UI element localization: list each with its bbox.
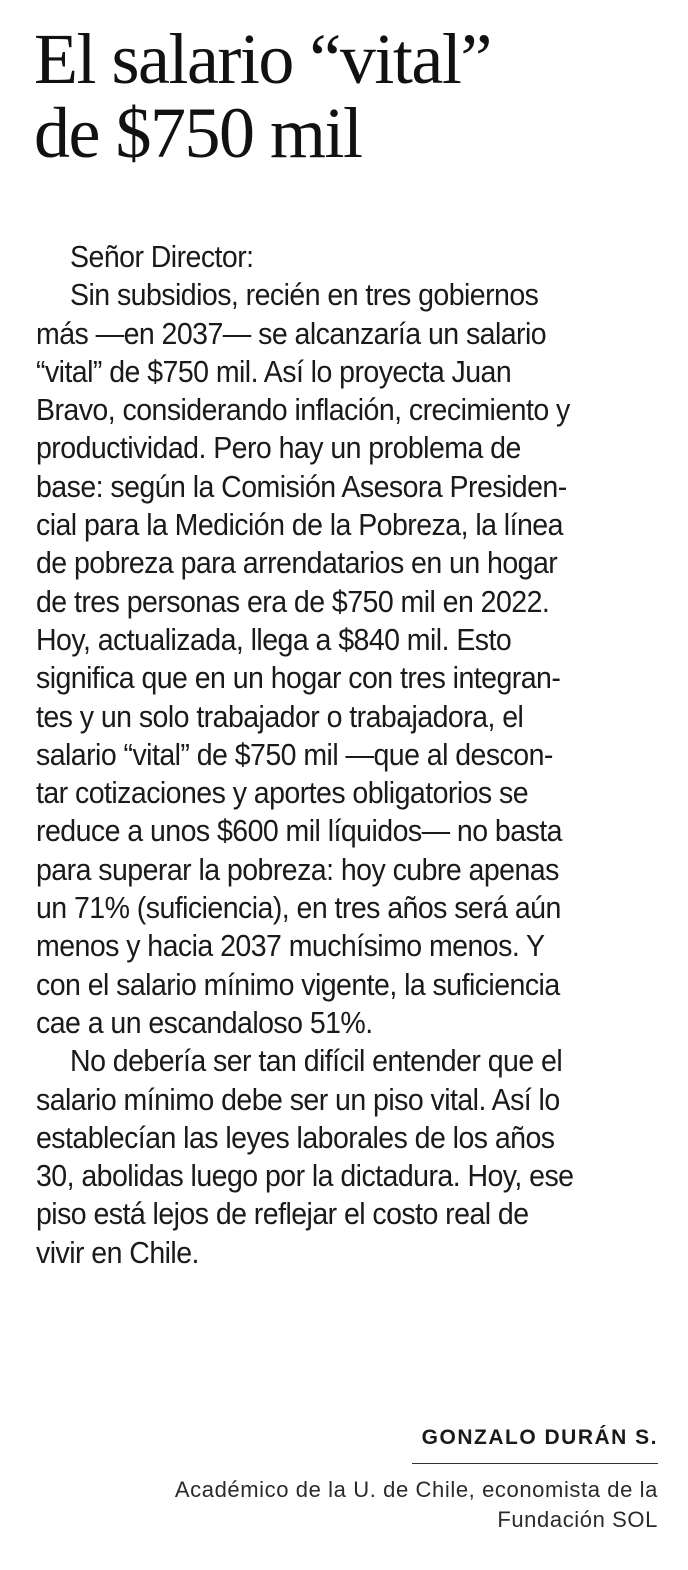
body-line: vivir en Chile. <box>36 1234 199 1270</box>
author-credentials <box>175 1475 658 1535</box>
body-line: menos y hacia 2037 muchísimo menos. Y <box>36 928 545 964</box>
body-line: de pobreza para arrendatarios en un hogar <box>36 545 558 581</box>
body-line: más —en 2037— se alcanzaría un salario <box>36 315 547 351</box>
credentials-line-2: Fundación SOL <box>497 1507 658 1532</box>
body-line: productividad. Pero hay un problema de <box>36 430 521 466</box>
letter-body <box>36 238 616 1272</box>
body-line: “vital” de $750 mil. Así lo proyecta Juan <box>36 353 512 389</box>
headline-line-2: de $750 mil <box>34 93 362 173</box>
body-line: con el salario mínimo vigente, la suficiencia <box>36 966 560 1002</box>
body-line: significa que en un hogar con tres integran- <box>36 660 561 696</box>
body-line: para superar la pobreza: hoy cubre apenas <box>36 851 559 887</box>
body-line: Señor Director: <box>70 239 254 274</box>
body-line: tes y un solo trabajador o trabajadora, el <box>36 698 524 734</box>
body-line: tar cotizaciones y aportes obligatorios se <box>36 775 529 811</box>
body-line: reduce a unos $600 mil líquidos— no basta <box>36 813 562 849</box>
body-line: Hoy, actualizada, llega a $840 mil. Esto <box>36 621 512 657</box>
signature-divider <box>412 1463 658 1464</box>
body-line: No debería ser tan difícil entender que el <box>70 1043 563 1079</box>
body-line: un 71% (suficiencia), en tres años será aún <box>36 890 561 926</box>
headline-line-1: El salario “vital” <box>34 19 491 99</box>
body-line: cae a un escandaloso 51%. <box>36 1004 373 1040</box>
body-line: piso está lejos de reflejar el costo real de <box>36 1196 529 1232</box>
body-line: salario “vital” de $750 mil —que al descon- <box>36 736 553 772</box>
credentials-line-1: Académico de la U. de Chile, economista de la <box>174 1477 658 1502</box>
headline <box>34 19 491 173</box>
body-line: Bravo, considerando inflación, crecimiento y <box>36 392 570 428</box>
body-line: establecían las leyes laborales de los años <box>36 1119 555 1155</box>
body-line: 30, abolidas luego por la dictadura. Hoy, ese <box>36 1158 574 1194</box>
body-line: salario mínimo debe ser un piso vital. Así lo <box>36 1081 560 1117</box>
body-line: base: según la Comisión Asesora Presiden- <box>36 468 567 504</box>
author-name: GONZALO DURÁN S. <box>421 1426 658 1449</box>
body-line: de tres personas era de $750 mil en 2022. <box>36 583 550 619</box>
body-line: cial para la Medición de la Pobreza, la línea <box>36 507 563 543</box>
body-line: Sin subsidios, recién en tres gobiernos <box>70 277 539 313</box>
